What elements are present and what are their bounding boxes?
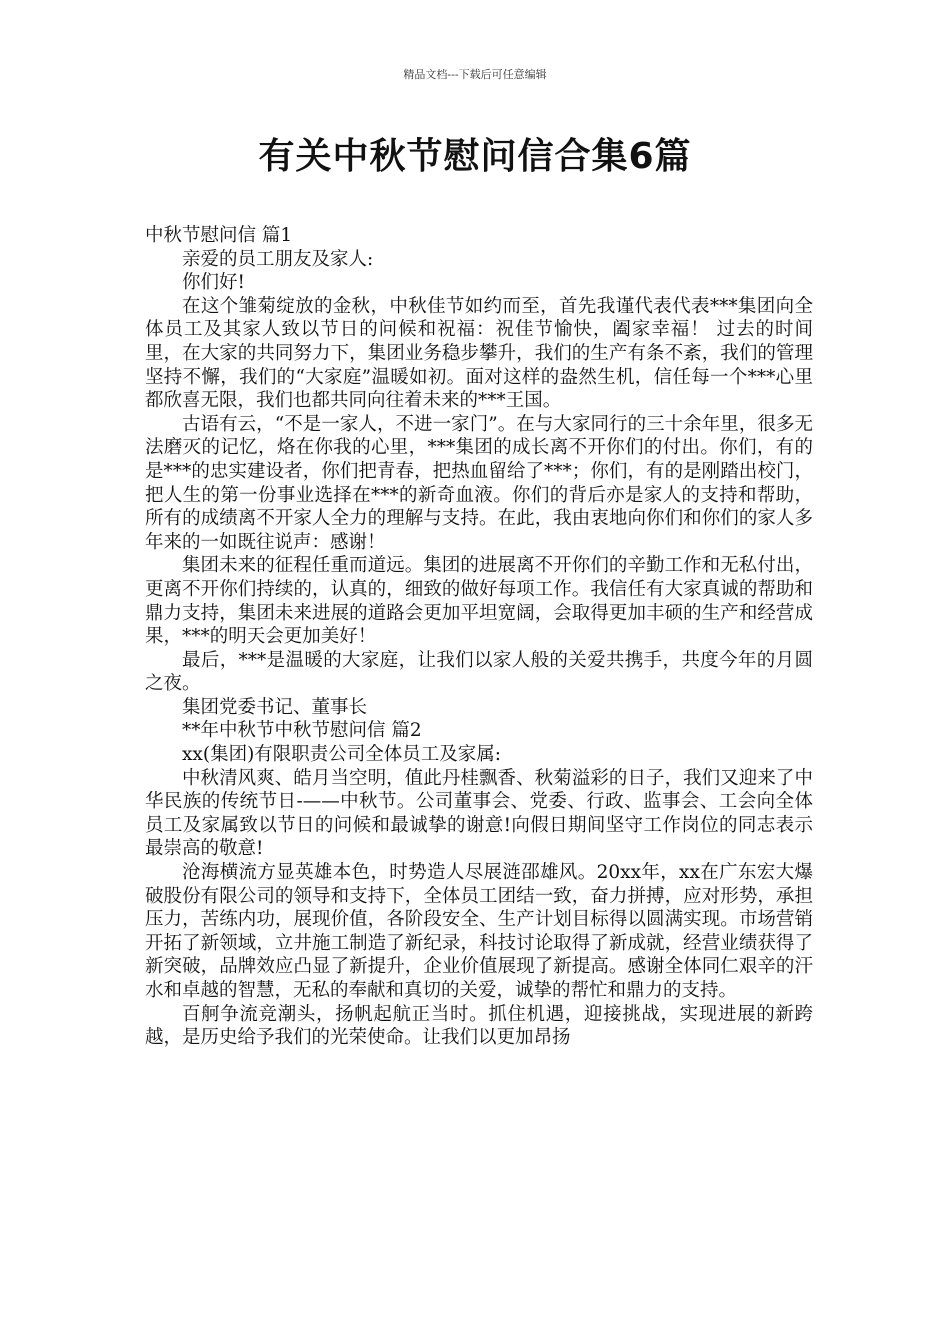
paragraph: 沧海横流方显英雄本色，时势造人尽展涟邵雄风。20xx年，xx在广东宏大爆破股份有限公司的领导和支持下，全体员工团结一致，奋力拼搏，应对形势，承担压力，苦练内功，展现价值，各阶段安全、生产计划目标得以圆满实现。市场营销开拓了新领域，立井施工制造了新纪录，科技讨论取得了新成就，经营业绩获得了新突破，品牌效应凸显了新提升，企业价值展现了新提高。感谢全体同仁艰辛的汗水和卓越的智慧，无私的奉献和真切的关爱，诚挚的帮忙和鼎力的支持。 bbox=[145, 862, 813, 1001]
paragraph: 古语有云，“不是一家人，不进一家门”。在与大家同行的三十余年里，很多无法磨灭的记忆，烙在你我的心里，***集团的成长离不开你们的付出。你们，有的是***的忠实建设者，你们把青春，把热血留给了***；你们，有的是刚踏出校门，把人生的第一份事业选择在***的新奇血液。你们的背后亦是家人的支持和帮助，所有的成绩离不开家人全力的理解与支持。在此，我由衷地向你们和你们的家人多年来的一如既往说声：感谢！ bbox=[145, 413, 813, 553]
signature-1: 集团党委书记、董事长 bbox=[182, 696, 368, 718]
document-title: 有关中秋节慰问信合集6篇 bbox=[258, 136, 692, 177]
salutation-1: 亲爱的员工朋友及家人: bbox=[182, 248, 374, 270]
page-header-note: 精品文档---下载后可任意编辑 bbox=[403, 68, 547, 81]
paragraph: 在这个雏菊绽放的金秋，中秋佳节如约而至，首先我谨代表代表***集团向全体员工及其家人致以节日的问候和祝福：祝佳节愉快，阖家幸福！ 过去的时间里，在大家的共同努力下，集团业务稳步攀升，我们的生产有条不紊，我们的管理坚持不懈，我们的“大家庭”温暖如初。面对这样的盎然生机，信任每一个***心里都欣喜无限，我们也都共同向往着未来的***王国。 bbox=[145, 295, 813, 412]
paragraph: 中秋清风爽、皓月当空明，值此丹桂飘香、秋菊溢彩的日子，我们又迎来了中华民族的传统节日-——中秋节。公司董事会、党委、行政、监事会、工会向全体员工及家属致以节日的问候和最诚挚的谢意!向假日期间坚守工作岗位的同志表示最崇高的敬意! bbox=[145, 767, 813, 860]
paragraph: 最后，***是温暖的大家庭，让我们以家人般的关爱共携手，共度今年的月圆之夜。 bbox=[145, 649, 813, 695]
section-heading-2: **年中秋节中秋节慰问信 篇2 bbox=[182, 720, 422, 742]
paragraph: 集团未来的征程任重而道远。集团的进展离不开你们的辛勤工作和无私付出，更离不开你们持续的，认真的，细致的做好每项工作。我信任有大家真诚的帮助和鼎力支持，集团未来进展的道路会更加平坦宽阔，会取得更加丰硕的生产和经营成果，***的明天会更加美好！ bbox=[145, 555, 813, 648]
paragraph: 百舸争流竞潮头，扬帆起航正当时。抓住机遇，迎接挑战，实现进展的新跨越，是历史给予我们的光荣使命。让我们以更加昂扬 bbox=[145, 1003, 813, 1049]
salutation-2: xx(集团)有限职责公司全体员工及家属: bbox=[182, 744, 502, 766]
document-body bbox=[145, 224, 813, 1050]
section-heading-1: 中秋节慰问信 篇1 bbox=[145, 225, 293, 246]
greeting-1: 你们好! bbox=[182, 272, 245, 294]
